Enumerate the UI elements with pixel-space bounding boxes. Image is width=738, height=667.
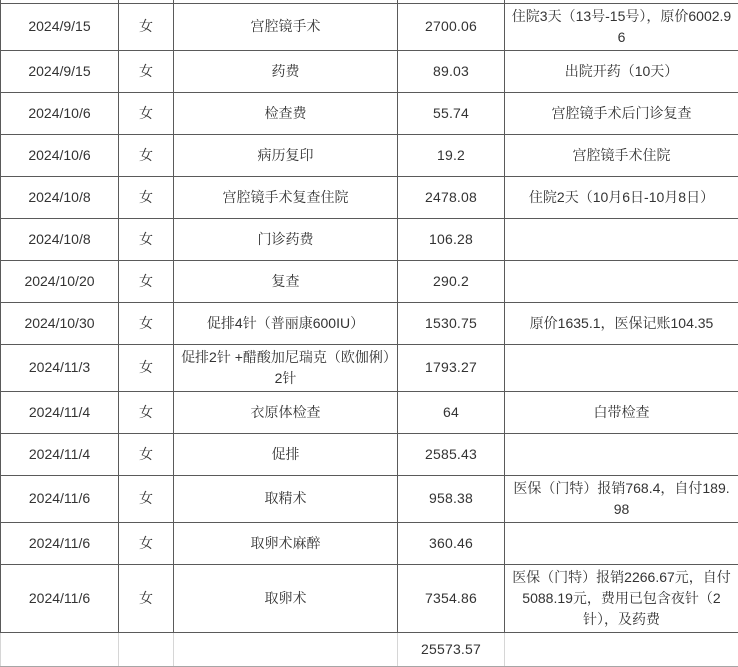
- note-cell: [505, 522, 738, 564]
- date-cell: 2024/10/6: [1, 92, 119, 134]
- amount-cell: 7354.86: [398, 564, 505, 632]
- empty-cell: [1, 632, 119, 666]
- amount-cell: 360.46: [398, 522, 505, 564]
- item-cell: 取卵术: [174, 564, 398, 632]
- gender-cell: 女: [119, 50, 174, 92]
- empty-cell: [505, 632, 738, 666]
- date-cell: 2024/9/15: [1, 3, 119, 50]
- date-cell: 2024/10/20: [1, 260, 119, 302]
- amount-cell: 19.2: [398, 134, 505, 176]
- amount-cell: 55.74: [398, 92, 505, 134]
- note-cell: [505, 433, 738, 475]
- gender-cell: 女: [119, 176, 174, 218]
- item-cell: 促排2针 +醋酸加尼瑞克（欧伽俐）2针: [174, 344, 398, 391]
- note-cell: 白带检查: [505, 391, 738, 433]
- amount-cell: 958.38: [398, 475, 505, 522]
- amount-cell: 89.03: [398, 50, 505, 92]
- date-cell: 2024/11/6: [1, 475, 119, 522]
- amount-cell: 1793.27: [398, 344, 505, 391]
- date-cell: 2024/9/15: [1, 50, 119, 92]
- table-row: [1, 344, 738, 391]
- note-cell: 出院开药（10天）: [505, 50, 738, 92]
- date-cell: 2024/10/6: [1, 134, 119, 176]
- note-cell: [505, 218, 738, 260]
- item-cell: 取精术: [174, 475, 398, 522]
- amount-cell: 106.28: [398, 218, 505, 260]
- table-row: [1, 218, 738, 260]
- date-cell: 2024/10/8: [1, 218, 119, 260]
- gender-cell: 女: [119, 391, 174, 433]
- total-row: [1, 632, 738, 666]
- amount-cell: 290.2: [398, 260, 505, 302]
- item-cell: 宫腔镜手术复查住院: [174, 176, 398, 218]
- date-cell: 2024/11/3: [1, 344, 119, 391]
- note-cell: 医保（门特）报销2266.67元，自付5088.19元，费用已包含夜针（2针），及药费: [505, 564, 738, 632]
- table-row: [1, 92, 738, 134]
- table-row: [1, 433, 738, 475]
- total-amount: 25573.57: [398, 632, 505, 666]
- date-cell: 2024/10/8: [1, 176, 119, 218]
- item-cell: 促排: [174, 433, 398, 475]
- amount-cell: 2478.08: [398, 176, 505, 218]
- date-cell: 2024/11/4: [1, 433, 119, 475]
- table-row: [1, 260, 738, 302]
- note-cell: 宫腔镜手术后门诊复查: [505, 92, 738, 134]
- date-cell: 2024/11/6: [1, 522, 119, 564]
- gender-cell: 女: [119, 564, 174, 632]
- gender-cell: 女: [119, 475, 174, 522]
- item-cell: 复查: [174, 260, 398, 302]
- table-row: [1, 302, 738, 344]
- gender-cell: 女: [119, 3, 174, 50]
- table-row: [1, 3, 738, 50]
- gender-cell: 女: [119, 92, 174, 134]
- table-row: [1, 176, 738, 218]
- gender-cell: 女: [119, 522, 174, 564]
- item-cell: 宫腔镜手术: [174, 3, 398, 50]
- note-cell: 宫腔镜手术住院: [505, 134, 738, 176]
- table-row: [1, 391, 738, 433]
- amount-cell: 2585.43: [398, 433, 505, 475]
- amount-cell: 2700.06: [398, 3, 505, 50]
- gender-cell: 女: [119, 260, 174, 302]
- note-cell: [505, 344, 738, 391]
- gender-cell: 女: [119, 134, 174, 176]
- gender-cell: 女: [119, 344, 174, 391]
- item-cell: 检查费: [174, 92, 398, 134]
- date-cell: 2024/10/30: [1, 302, 119, 344]
- note-cell: [505, 260, 738, 302]
- note-cell: 原价1635.1，医保记账104.35: [505, 302, 738, 344]
- date-cell: 2024/11/6: [1, 564, 119, 632]
- table-row: [1, 134, 738, 176]
- gender-cell: 女: [119, 218, 174, 260]
- amount-cell: 1530.75: [398, 302, 505, 344]
- gender-cell: 女: [119, 433, 174, 475]
- item-cell: 病历复印: [174, 134, 398, 176]
- note-cell: 住院2天（10月6日-10月8日）: [505, 176, 738, 218]
- item-cell: 取卵术麻醉: [174, 522, 398, 564]
- note-cell: 住院3天（13号-15号），原价6002.96: [505, 3, 738, 50]
- table-row: [1, 564, 738, 632]
- empty-cell: [174, 632, 398, 666]
- table-row: [1, 522, 738, 564]
- item-cell: 衣原体检查: [174, 391, 398, 433]
- amount-cell: 64: [398, 391, 505, 433]
- table-row: [1, 475, 738, 522]
- empty-cell: [119, 632, 174, 666]
- note-cell: 医保（门特）报销768.4，自付189.98: [505, 475, 738, 522]
- item-cell: 药费: [174, 50, 398, 92]
- date-cell: 2024/11/4: [1, 391, 119, 433]
- item-cell: 促排4针（普丽康600IU）: [174, 302, 398, 344]
- table-row: [1, 50, 738, 92]
- gender-cell: 女: [119, 302, 174, 344]
- item-cell: 门诊药费: [174, 218, 398, 260]
